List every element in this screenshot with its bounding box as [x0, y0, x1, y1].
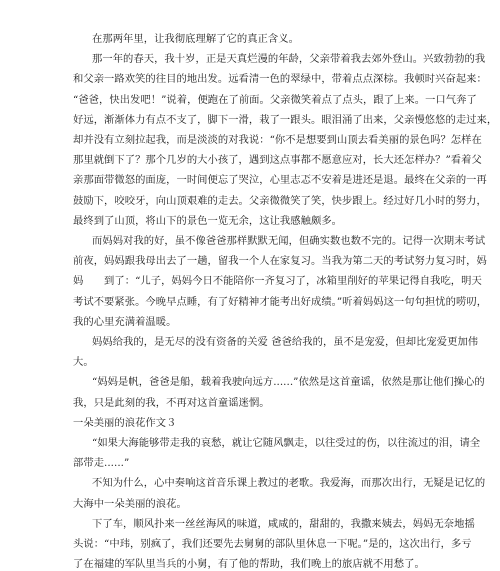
section-title: 一朵美丽的浪花作文３ — [73, 416, 177, 429]
text-line: 我的心里充满着温暖。 — [73, 315, 177, 328]
text-line: 大海中一朵美丽的浪花。 — [73, 497, 187, 510]
text-line: 亲那面带微怒的面庞，一时间便忘了哭泣，心里志忑不安着是进还是退。最终在父亲的一再 — [73, 174, 487, 187]
text-line: “爸爸，快出发吧！”说着，便跑在了前面。父亲微笑着点了点头，跟了上来。一口气奔了 — [73, 93, 477, 106]
text-line: 而妈妈对我的好，虽不像爸爸那样默默无闻，但确实数也数不完的。记得一次期末考试 — [92, 235, 486, 247]
text-line: 在那两年里，让我彻底理解了它的真正含义。 — [92, 33, 299, 45]
text-line: 那一年的春天，我十岁，正是天真烂漫的年龄，父亲带着我去郊外登山。兴致勃勃的我 — [92, 53, 486, 66]
text-line: 不知为什么，心中奏响这首音乐课上教过的老歌。我爱海，而那次出行，无疑是记忆的 — [92, 477, 486, 490]
text-line: 却并没有立刻拉起我，而是淡淡的对我说：“你不是想要到山顶去看美丽的景色吗？怎样在 — [73, 134, 482, 146]
text-line: 妈 到了：“儿子，妈妈今日不能陪你一齐复习了，冰箱里削好的苹果记得自我吃，明天 — [73, 275, 482, 288]
text-line: “如果大海能够带走我的哀愁，就让它随风飘走，以往受过的伤，以往流过的泪，请全 — [92, 437, 481, 449]
text-line: 部带走......” — [73, 457, 130, 470]
text-line: 和父亲一路欢笑的往目的地出发。远看清一色的翠绿中，带着点点深棕。我顿时兴奋起来： — [73, 73, 487, 86]
text-line: 大。 — [73, 356, 94, 369]
text-line: 了在福建的军队里当兵的小舅，有了他的帮助，我们晚上的旅店就不用愁了。 — [73, 558, 425, 571]
text-line: 好远，渐渐体力有点不支了，脚下一滑，栽了一跟头。眼泪涌了出来，父亲慢悠悠的走过来， — [73, 113, 498, 126]
text-line: “妈妈是帆，爸爸是船，载着我驶向远方......”依然是这首童谣，依然是那让他们操心的 — [92, 376, 485, 389]
text-line: 下了车，顺风扑来一丝丝海风的味道，咸咸的，甜甜的，我撒来姨去，妈妈无奈地摇 — [92, 517, 475, 530]
text-line: 妈妈给我的，是无尽的没有资备的关爱 爸爸给我的，虽不是宠爱，但却比宠爱更加伟 — [92, 336, 479, 348]
text-line: 前夜，妈妈跟我母出去了一趟，留我一个人在家复习。当我为第二天的考试努力复习时，妈 — [73, 255, 487, 268]
text-line: 那里就倒下了？那个几岁的大小孩了，遇到这点事都不愿意应对，长大还怎样办？”看着父 — [73, 154, 482, 167]
text-line: 考试不要紧张。今晚早点睡，有了好精神才能考出好成绩。”听着妈妈这一句句担忧的唠叨， — [73, 295, 488, 308]
text-line: 鼓励下，咬咬牙，向山顶艰难的走去。父亲微微笑了笑，快步跟上。经过好几小时的努力， — [73, 194, 487, 207]
text-line: 头说：“中玮，别疯了，我们还要先去舅舅的部队里休息一下呢。”是的，这次出行，多亏 — [73, 538, 472, 550]
text-line: 最终到了山顶，将山下的景色一览无余，这让我感触颇多。 — [73, 214, 343, 227]
text-line: 我，只是此刻的我，不再对这首童谣迷惘。 — [73, 396, 270, 409]
